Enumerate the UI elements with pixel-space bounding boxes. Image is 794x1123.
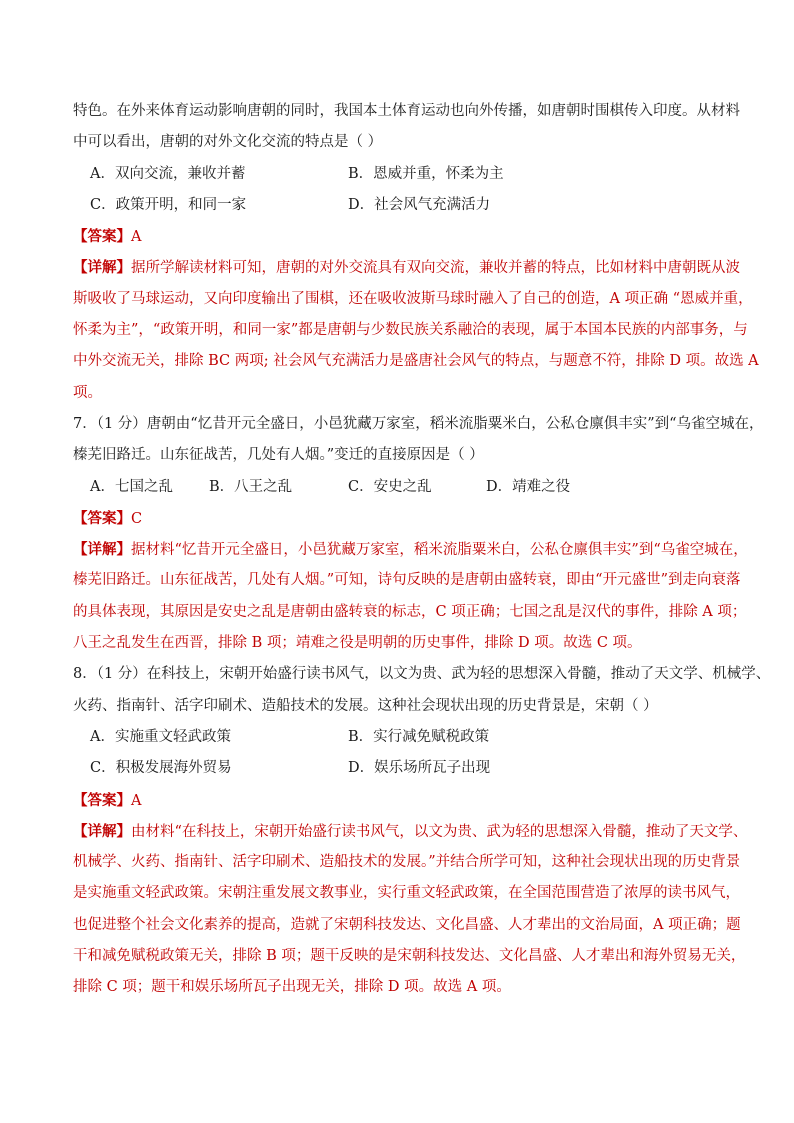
- explain-label: 【详解】: [73, 822, 131, 840]
- q8-explain-line-1: [73, 816, 748, 847]
- answer-value: A: [131, 792, 142, 809]
- q8-stem-line-1: 8．（1 分）在科技上，宋朝开始盛行读书风气，以文为贵、武为轻的思想深入骨髓，推动了天文学、机械学、: [73, 666, 771, 683]
- q7-stem-line-2: 榛芜旧路迁。山东征战苦，几处有人烟。”变迁的直接原因是（ ）: [73, 447, 484, 464]
- q7-explain-line-3: 的具体表现，其原因是安史之乱是唐朝由盛转衰的标志，C 项正确；七国之乱是汉代的事件，排除 A 项；: [73, 603, 747, 620]
- explain-text: 据材料“忆昔开元全盛日，小邑犹藏万家室，稻米流脂粟米白，公私仓廪俱丰实”到“乌雀空城在，: [131, 542, 748, 559]
- q6-options-row-1: [73, 159, 723, 190]
- q6-option-d[interactable]: D．社会风气充满活力: [348, 196, 491, 213]
- q8-option-d[interactable]: D．娱乐场所瓦子出现: [348, 760, 491, 777]
- q8-stem-line-2: 火药、指南针、活字印刷术、造船技术的发展。这种社会现状出现的历史背景是，宋朝（ ）: [73, 697, 658, 714]
- explain-label: 【详解】: [73, 541, 131, 559]
- explain-text: 由材料“在科技上，宋朝开始盛行读书风气，以文为贵、武为轻的思想深入骨髓，推动了天文学、: [131, 823, 748, 840]
- q8-explain-line-3: 是实施重文轻武政策。宋朝注重发展文教事业，实行重文轻武政策，在全国范围营造了浓厚的读书风气，: [73, 885, 740, 902]
- answer-value: A: [131, 229, 142, 246]
- q8-option-b[interactable]: B．实行减免赋税政策: [348, 728, 490, 745]
- answer-label: 【答案】: [73, 228, 131, 246]
- q8-explain-line-2: 机械学、火药、指南针、活字印刷术、造船技术的发展。”并结合所学可知，这种社会现状出现的历史背景: [73, 854, 741, 871]
- q6-option-b[interactable]: B．恩威并重，怀柔为主: [348, 165, 504, 182]
- q8-explain-line-4: 也促进整个社会文化素养的提高，造就了宋朝科技发达、文化昌盛、人才辈出的文治局面，A 项正确；题: [73, 916, 741, 933]
- q7-option-d[interactable]: D．靖难之役: [486, 478, 571, 495]
- q7-explain-line-2: 榛芜旧路迁。山东征战苦，几处有人烟。”可知，诗句反映的是唐朝由盛转衰，即由“开元盛世”到走向衰落: [73, 572, 741, 589]
- q6-explain-line-5: 项。: [73, 384, 102, 401]
- q6-explain-line-2: 斯吸收了马球运动，又向印度输出了围棋，还在吸收波斯马球时融入了自己的创造，A 项正确 “恩威并重，: [73, 290, 753, 307]
- q7-explain-line-1: [73, 534, 748, 565]
- answer-label: 【答案】: [73, 791, 131, 809]
- question-8: [73, 659, 771, 1003]
- document-page: [73, 96, 771, 1004]
- q8-explain-line-5: 干和减免赋税政策无关，排除 B 项；题干反映的是宋朝科技发达、文化昌盛、人才辈出和海外贸易无关，: [73, 948, 746, 965]
- q8-answer: [73, 785, 723, 816]
- q6-options-row-2: [73, 190, 723, 221]
- answer-label: 【答案】: [73, 509, 131, 527]
- q8-option-c[interactable]: C．积极发展海外贸易: [90, 760, 232, 777]
- question-7: [73, 409, 764, 659]
- q6-option-c[interactable]: C．政策开明，和同一家: [90, 196, 247, 213]
- q6-answer: [73, 221, 723, 252]
- q7-option-b[interactable]: B．八王之乱: [209, 478, 293, 495]
- q7-option-c[interactable]: C．安史之乱: [348, 478, 432, 495]
- answer-value: C: [131, 510, 143, 527]
- q8-options-row-1: [73, 722, 723, 753]
- explain-label: 【详解】: [73, 259, 131, 277]
- q6-explain-line-1: [73, 252, 740, 283]
- question-6: [73, 96, 759, 409]
- q6-option-a[interactable]: A．双向交流，兼收并蓄: [90, 165, 246, 182]
- q6-stem-line-2: 中可以看出，唐朝的对外文化交流的特点是（ ）: [73, 134, 383, 151]
- q7-answer: [73, 503, 723, 534]
- q6-stem-line-1: 特色。在外来体育运动影响唐朝的同时，我国本土体育运动也向外传播，如唐朝时围棋传入印度。从材料: [73, 103, 740, 119]
- explain-text: 据所学解读材料可知，唐朝的对外交流具有双向交流，兼收并蓄的特点，比如材料中唐朝既从波: [131, 260, 740, 277]
- q6-explain-line-4: 中外交流无关，排除 BC 两项; 社会风气充满活力是盛唐社会风气的特点，与题意不符，排除 D 项。故选 A: [73, 353, 759, 370]
- q8-explain-line-6: 排除 C 项；题干和娱乐场所瓦子出现无关，排除 D 项。故选 A 项。: [73, 979, 511, 996]
- q7-stem-line-1: 7．（1 分）唐朝由“忆昔开元全盛日，小邑犹藏万家室，稻米流脂粟米白，公私仓廪俱丰实”到“乌雀空城在，: [73, 415, 764, 432]
- q7-explain-line-4: 八王之乱发生在西晋，排除 B 项；靖难之役是明朝的历史事件，排除 D 项。故选 C 项。: [73, 635, 642, 652]
- q8-option-a[interactable]: A．实施重文轻武政策: [90, 728, 231, 745]
- q8-options-row-2: [73, 753, 723, 784]
- q7-options-row: [73, 472, 723, 503]
- q6-explain-line-3: 怀柔为主”，“政策开明，和同一家”都是唐朝与少数民族关系融洽的表现，属于本国本民族的内部事务，与: [73, 322, 748, 339]
- q7-option-a[interactable]: A．七国之乱: [90, 478, 173, 495]
